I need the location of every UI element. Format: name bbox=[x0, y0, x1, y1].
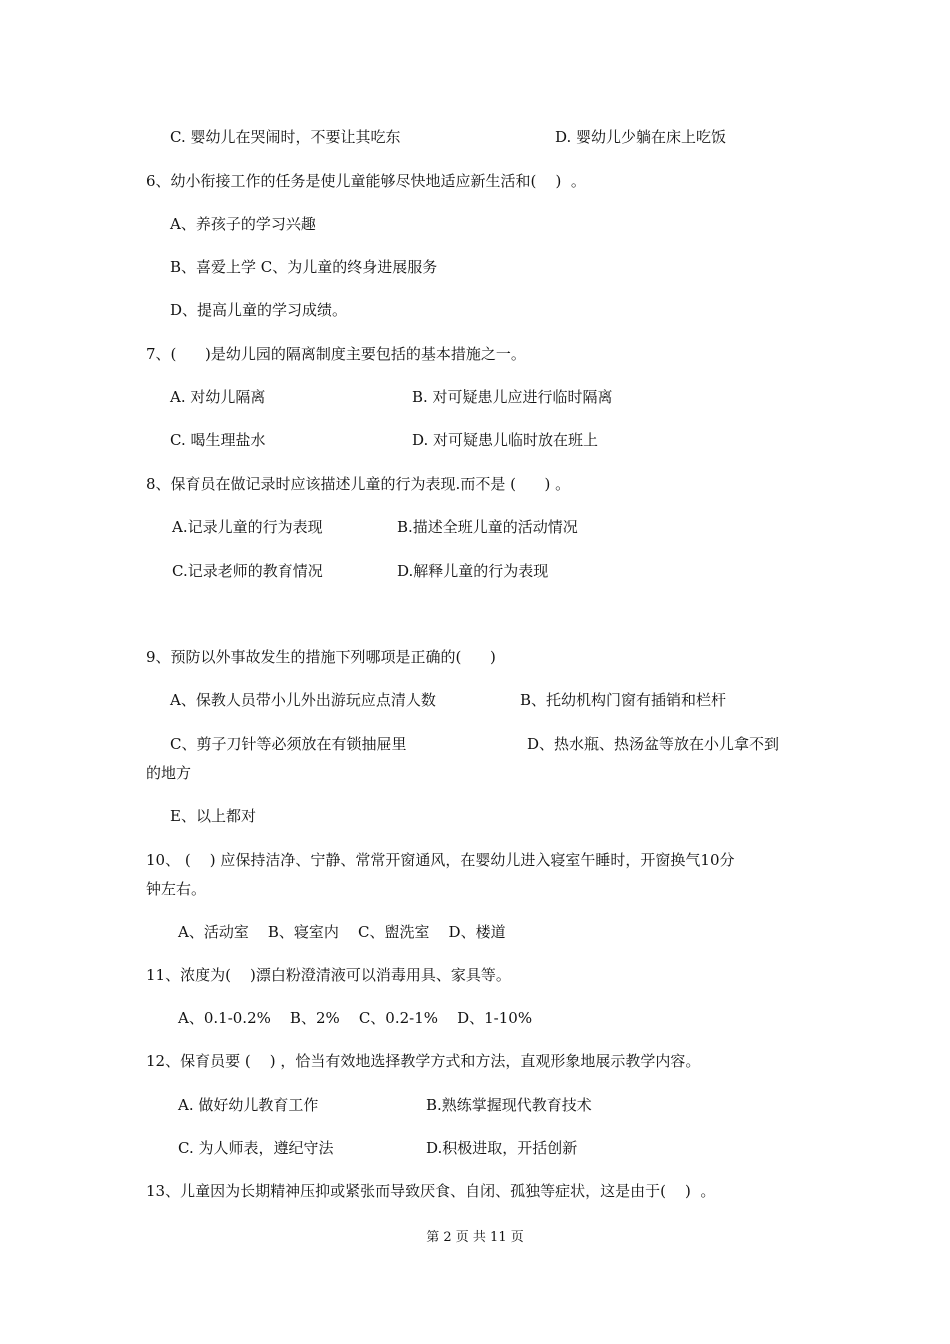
q6-option-a: A、养孩子的学习兴趣 bbox=[170, 215, 316, 233]
q5-option-c: C. 婴幼儿在哭闹时，不要让其吃东 bbox=[170, 128, 401, 146]
question-10: 10、 ( ) 应保持洁净、宁静、常常开窗通风，在婴幼儿进入寝室午睡时，开窗换气10分 bbox=[146, 851, 735, 869]
q10-options: A、活动室 B、寝室内 C、盥洗室 D、楼道 bbox=[178, 923, 506, 941]
q8-option-b: B.描述全班儿童的活动情况 bbox=[397, 518, 578, 536]
q12-option-d: D.积极进取，开括创新 bbox=[426, 1139, 578, 1157]
q7-option-c: C. 喝生理盐水 bbox=[170, 431, 266, 449]
q6-option-d: D、提高儿童的学习成绩。 bbox=[170, 301, 348, 319]
question-10-continued: 钟左右。 bbox=[146, 880, 207, 898]
question-8: 8、保育员在做记录时应该描述儿童的行为表现.而不是 ( ) 。 bbox=[146, 475, 571, 493]
question-12: 12、保育员要 ( ) ，恰当有效地选择教学方式和方法，直观形象地展示教学内容。 bbox=[146, 1052, 701, 1070]
q9-option-d: D、热水瓶、热汤盆等放在小儿拿不到 bbox=[527, 735, 780, 753]
q7-option-a: A. 对幼儿隔离 bbox=[170, 388, 266, 406]
q9-option-d-continued: 的地方 bbox=[146, 764, 192, 782]
q7-option-b: B. 对可疑患儿应进行临时隔离 bbox=[412, 388, 613, 406]
question-6: 6、幼小衔接工作的任务是使儿童能够尽快地适应新生活和( ) 。 bbox=[146, 172, 586, 190]
question-7: 7、( )是幼儿园的隔离制度主要包括的基本措施之一。 bbox=[146, 345, 526, 363]
question-9: 9、预防以外事故发生的措施下列哪项是正确的( ) bbox=[146, 648, 496, 666]
q8-option-a: A.记录儿童的行为表现 bbox=[172, 518, 323, 536]
q9-option-b: B、托幼机构门窗有插销和栏杆 bbox=[520, 691, 727, 709]
question-13: 13、儿童因为长期精神压抑或紧张而导致厌食、自闭、孤独等症状，这是由于( ) 。 bbox=[146, 1182, 716, 1200]
page-footer: 第 2 页 共 11 页 bbox=[426, 1230, 524, 1245]
q9-option-c: C、剪子刀针等必须放在有锁抽屉里 bbox=[170, 735, 407, 753]
q7-option-d: D. 对可疑患儿临时放在班上 bbox=[412, 431, 599, 449]
q11-options: A、0.1-0.2% B、2% C、0.2-1% D、1-10% bbox=[178, 1009, 533, 1027]
question-11: 11、浓度为( )漂白粉澄清液可以消毒用具、家具等。 bbox=[146, 966, 511, 984]
q8-option-d: D.解释儿童的行为表现 bbox=[397, 562, 549, 580]
q6-option-bc: B、喜爱上学 C、为儿童的终身进展服务 bbox=[170, 258, 438, 276]
q5-option-d: D. 婴幼儿少躺在床上吃饭 bbox=[555, 128, 727, 146]
q9-option-e: E、以上都对 bbox=[170, 807, 256, 825]
q9-option-a: A、保教人员带小儿外出游玩应点清人数 bbox=[170, 691, 436, 709]
q12-option-b: B.熟练掌握现代教育技术 bbox=[426, 1096, 592, 1114]
q12-option-c: C. 为人师表，遵纪守法 bbox=[178, 1139, 334, 1157]
q8-option-c: C.记录老师的教育情况 bbox=[172, 562, 323, 580]
q12-option-a: A. 做好幼儿教育工作 bbox=[178, 1096, 319, 1114]
